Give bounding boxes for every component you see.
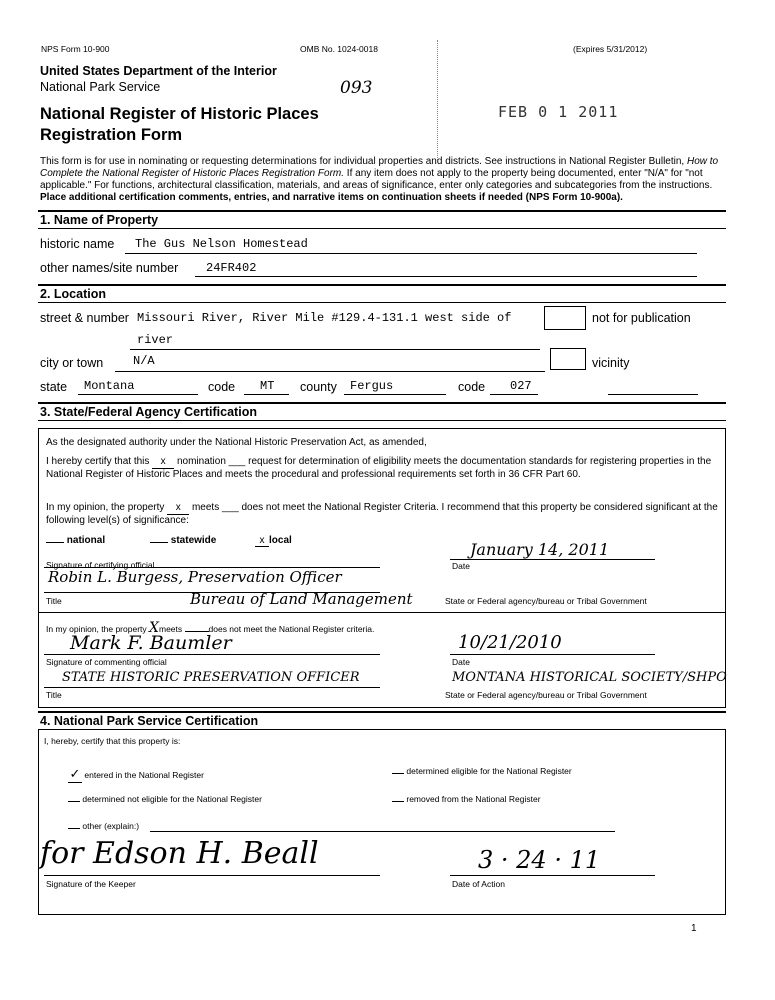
not-for-publication-checkbox[interactable] [544,306,586,330]
commenting-signature: Mark F. Baumler [70,632,232,654]
county-label: county [300,380,337,394]
authority-statement: As the designated authority under the National Historic Preservation Act, as amended, [46,437,427,448]
city-value[interactable]: N/A [133,354,155,368]
section-1-title: 1. Name of Property [40,213,159,227]
divider [38,729,726,730]
divider [38,210,726,212]
county-code-label: code [458,380,486,394]
not-for-publication-label: not for publication [592,311,691,325]
keeper-signature: for Edson H. Beall [40,836,319,871]
service: National Park Service [40,80,161,94]
field-underline [195,276,697,277]
received-stamp-date: FEB 0 1 2011 [498,103,619,121]
divider [38,420,726,421]
handwritten-code: 093 [340,78,373,98]
opinion2-statement: In my opinion, the property Xmeets does not meet the National Register criteria. [46,620,375,636]
instructions: This form is for use in nominating or requesting determinations for individual properties and districts. See instructions in National Register Bulletin, How to Complete the National Register of Historic Places Registration Form. If any item does not apply to the property being documented, enter "N/A" for "not applicable." For functions, architectural classification, materials, and areas of significance, enter only categories and subcategories from the instructions. Place additional certification comments, entries, and narrative items on continuation sheets if needed (NPS Form 10-900a). [40,156,719,203]
historic-name-value[interactable]: The Gus Nelson Homestead [135,237,308,251]
divider [38,302,726,303]
title2-value: STATE HISTORIC PRESERVATION OFFICER [62,670,360,685]
agency-label: State or Federal agency/bureau or Tribal Government [445,596,647,606]
divider [38,284,726,286]
box-border [38,914,726,915]
title-value: Bureau of Land Management [190,590,413,608]
field-underline [244,394,289,395]
street-label: street & number [40,311,129,325]
omb-number: OMB No. 1024-0018 [300,44,378,54]
expiry: (Expires 5/31/2012) [573,44,648,54]
title2-label: Title [46,690,62,700]
county-value[interactable]: Fergus [350,379,394,393]
nomination-mark[interactable]: x [152,456,174,469]
option-other[interactable]: other (explain:) [68,821,139,831]
signature-line [44,875,380,876]
divider [38,402,726,404]
vicinity-checkbox[interactable] [550,348,586,370]
signature2-label: Signature of commenting official [46,657,167,667]
level-local[interactable]: x local [255,535,292,547]
city-label: city or town [40,356,104,370]
level-statewide[interactable]: statewide [150,535,216,546]
department: United States Department of the Interior [40,64,277,78]
section-2-title: 2. Location [40,287,106,301]
stamp-border [437,40,438,160]
form-number: NPS Form 10-900 [41,44,110,54]
page-number: 1 [691,923,697,934]
comment-date-value: 10/21/2010 [458,632,562,653]
field-underline [130,349,540,350]
keeper-label: Signature of the Keeper [46,879,136,889]
signature-line [44,654,380,655]
date2-label: Date [452,657,470,667]
signature-label: Signature of certifying official [46,560,155,570]
box-border [38,428,39,708]
agency2-value: MONTANA HISTORICAL SOCIETY/SHPO [452,670,727,685]
box-border [725,729,726,915]
box-border [38,707,726,708]
divider [38,711,726,713]
explain-line [150,831,615,832]
box-border [38,729,39,915]
agency2-label: State or Federal agency/bureau or Tribal Government [445,690,647,700]
date-line [450,875,655,876]
field-underline [78,394,198,395]
action-date-value: 3 · 24 · 11 [478,846,601,874]
box-border [725,428,726,708]
date-label: Date [452,561,470,571]
state-value[interactable]: Montana [84,379,135,393]
section-3-title: 3. State/Federal Agency Certification [40,405,257,419]
divider [38,228,726,229]
opinion-statement: In my opinion, the property x meets ___ does not meet the National Register Criteria. I recommend that this property be considered significant at the following level(s) of significance: [46,502,718,526]
option-entered[interactable]: ✓ entered in the National Register [69,766,204,781]
option-determined-eligible[interactable]: determined eligible for the National Register [392,766,572,776]
county-code-value[interactable]: 027 [510,379,532,393]
certify-statement: I hereby certify that this x nomination ___ request for determination of eligibility meets the documentation standards for registering properties in the National Register of Historic Places and meets the procedural and professional requirements set forth in 36 CFR Part 60. [46,456,712,480]
form-title: National Register of Historic Places [40,105,319,123]
nps-certify-statement: I, hereby, certify that this property is: [44,736,181,746]
certify-date-value: January 14, 2011 [470,540,610,559]
option-removed[interactable]: removed from the National Register [392,794,541,804]
divider [38,612,726,613]
other-names-value[interactable]: 24FR402 [206,261,257,275]
title-line [44,687,380,688]
title-label: Title [46,596,62,606]
historic-name-label: historic name [40,237,115,251]
box-border [38,428,726,429]
other-names-label: other names/site number [40,261,179,275]
state-code-value[interactable]: MT [260,379,275,393]
action-date-label: Date of Action [452,879,505,889]
field-underline [608,394,698,395]
state-code-label: code [208,380,236,394]
date-line [450,654,655,655]
field-underline [125,253,697,254]
option-not-eligible[interactable]: determined not eligible for the National Register [68,794,262,804]
street-value[interactable]: Missouri River, River Mile #129.4-131.1 west side of [137,311,512,325]
field-underline [115,371,545,372]
meets-mark[interactable]: x [167,502,189,515]
section-4-title: 4. National Park Service Certification [40,714,259,728]
field-underline [344,394,446,395]
state-label: state [40,380,68,394]
street-value-continued[interactable]: river [137,333,174,347]
certifying-signature: Robin L. Burgess, Preservation Officer [48,568,342,586]
meets2-mark[interactable]: X [149,620,159,636]
field-underline [490,394,538,395]
level-national[interactable]: national [46,535,105,546]
vicinity-label: vicinity [592,356,630,370]
date-line [450,559,655,560]
form-subtitle: Registration Form [40,126,183,144]
